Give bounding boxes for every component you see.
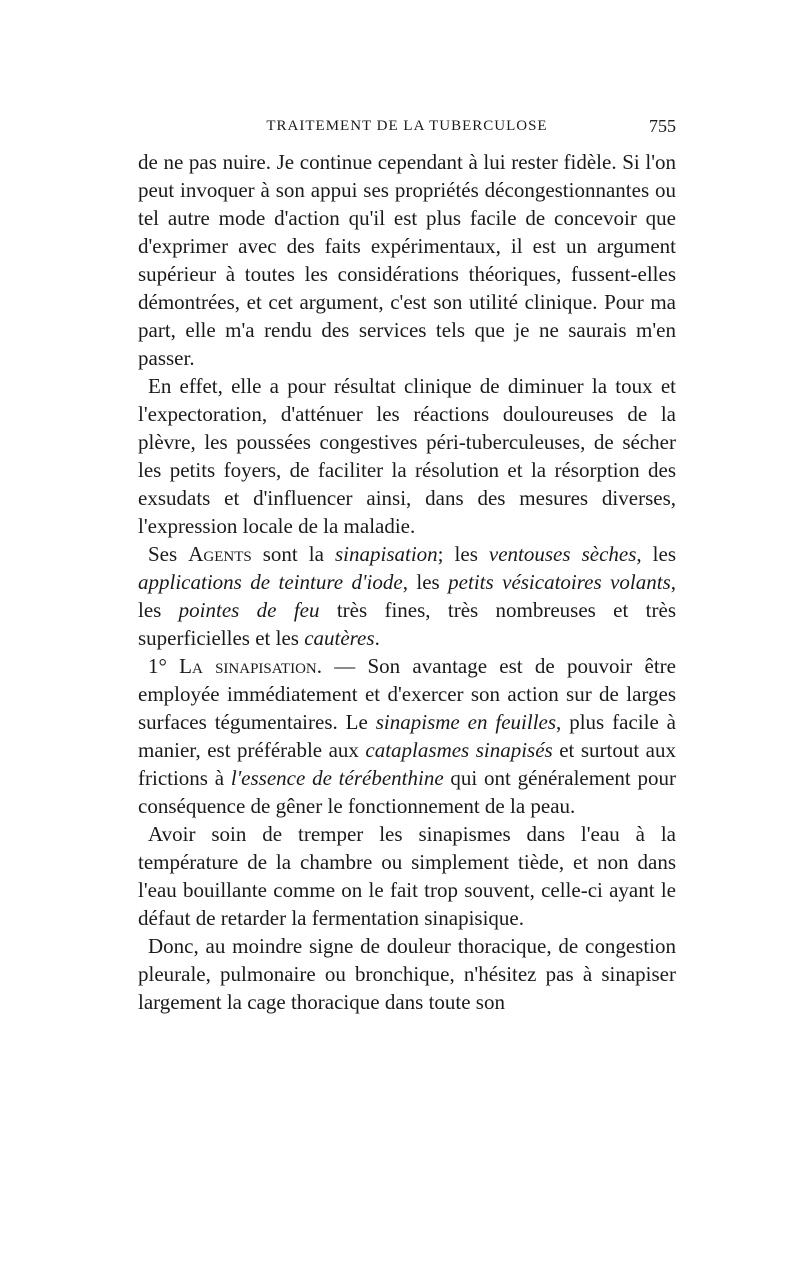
paragraph-3: [138, 540, 676, 652]
text-run: , les: [636, 542, 676, 566]
running-title: TRAITEMENT DE LA TUBERCULOSE: [266, 118, 548, 134]
paragraph-4: [138, 652, 676, 820]
term-pointes-de-feu: pointes de feu: [178, 598, 320, 622]
text-run: et surtout aux frictions à: [138, 738, 677, 790]
text-run: Ses: [148, 542, 189, 566]
paragraph-2: En effet, elle a pour résultat clinique de diminuer la toux et l'expectoration, d'atténuer les réactions douloureuses de la plèvre, les poussées congestives péri-tuberculeuses, de sécher les petits foyers, de faciliter la résolution et la résorption des exsudats et d'influencer ainsi, dans des mesures diverses, l'expression locale de la maladie.: [138, 374, 676, 538]
text-run: qui ont généralement pour conséquence de gêner le fonctionnement de la peau.: [138, 766, 676, 818]
term-cauteres: cautères: [304, 626, 375, 650]
text-run: , les: [402, 570, 449, 594]
term-terebenthine: l'essence de térébenthine: [230, 766, 444, 790]
text-run: , les: [138, 570, 677, 622]
term-agents: Agents: [188, 542, 252, 566]
text-run: — Son avantage est de pouvoir être employée immédiatement et d'exercer son action sur de larges surfaces tégumentaires. Le: [138, 654, 676, 734]
term-vesicatoires: petits vésicatoires volants: [448, 570, 671, 594]
section-heading: La sinapisation.: [179, 654, 322, 678]
term-ventouses: ventouses sèches: [488, 542, 637, 566]
term-teinture-iode: applications de teinture d'iode: [138, 570, 403, 594]
text-run: .: [374, 626, 380, 650]
book-page: [138, 112, 676, 1016]
running-head: [138, 112, 676, 148]
term-cataplasmes: cataplasmes sinapisés: [365, 738, 553, 762]
section-number: 1°: [148, 654, 180, 678]
paragraph-5: Avoir soin de tremper les sinapismes dans l'eau à la température de la chambre ou simplement tiède, et non dans l'eau bouillante comme on le fait trop souvent, celle-ci ayant le défaut de retarder la fermentation sinapisique.: [138, 822, 676, 930]
paragraph-1: de ne pas nuire. Je continue cependant à lui rester fidèle. Si l'on peut invoquer à son appui ses propriétés décongestionnantes ou tel autre mode d'action qu'il est plus facile de concevoir que d'exprimer avec des faits expérimentaux, il est un argument supérieur à toutes les considérations théoriques, fussent-elles démontrées, et cet argument, c'est son utilité clinique. Pour ma part, elle m'a rendu des services tels que je ne saurais m'en passer.: [138, 150, 676, 370]
page-number: 755: [649, 116, 676, 136]
text-run: sont la: [251, 542, 335, 566]
text-run: très fines, très nombreuses et très superficielles et les: [138, 598, 676, 650]
term-sinapisation: sinapisation: [334, 542, 438, 566]
text-run: ; les: [437, 542, 489, 566]
text-run: , plus facile à manier, est préférable aux: [138, 710, 676, 762]
paragraph-6: Donc, au moindre signe de douleur thoracique, de congestion pleurale, pulmonaire ou bronchique, n'hésitez pas à sinapiser largement la cage thoracique dans toute son: [138, 934, 676, 1014]
term-sinapisme-feuilles: sinapisme en feuilles: [375, 710, 557, 734]
